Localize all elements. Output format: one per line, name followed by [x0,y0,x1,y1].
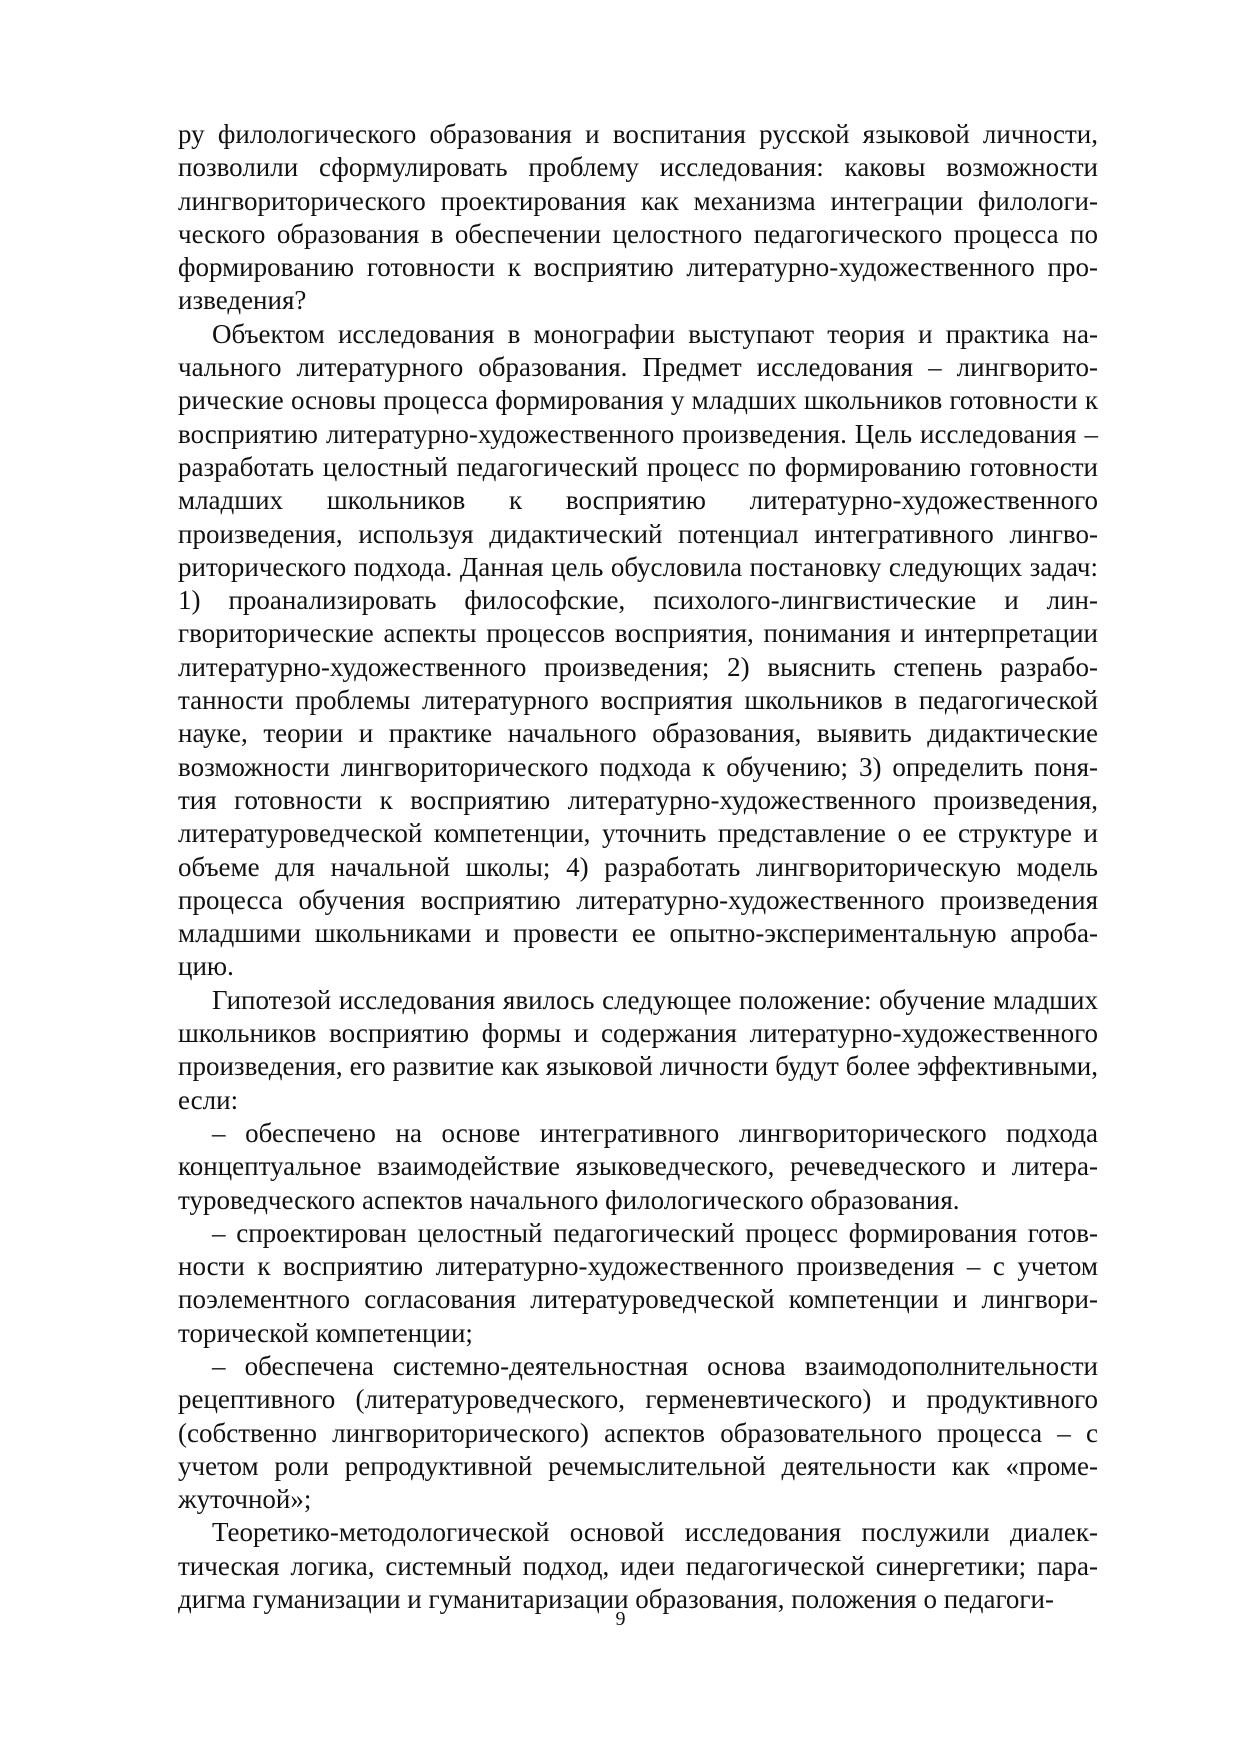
paragraph-methodology: Теоретико-методологической основой исследования послужили диалектическая логика, системный подход, идеи педагогической синергетики; парадигма гуманизации и гуманитаризации образования, положения о педагоги- [178,1517,1098,1615]
paragraph-hypothesis: Гипотезой исследования явилось следующее положение: обучение младших школьников восприятию формы и содержания литературно-художественного произведения, его развитие как языковой личности будут более эффективными, если: [178,984,1098,1115]
hypothesis-item-3: – обеспечена системно-деятельностная основа взаимодополнительности рецептивного (литературоведческого, герменевтического) и продуктивного (собственно лингвориторического) аспектов образовательного процесса – с учетом роли репродуктивной речемыслительной деятельности как «промежуточной»; [178,1350,1098,1515]
page-body [178,118,1098,1616]
hypothesis-item-2: – спроектирован целостный педагогический процесс формирования готовности к восприятию литературно-художественного произведения – с учетом поэлементного согласования литературоведческой компетенции и лингвориторической компетенции; [178,1217,1098,1348]
page-number: 9 [615,1608,626,1630]
paragraph-continuation: ру филологического образования и воспитания русской языковой личности, позволили сформулировать проблему исследования: каковы возможности лингвориторического проектирования как механизма интеграции филологического образования в обеспечении целостного педагогического процесса по формированию готовности к восприятию литературно-художественного произведения? [178,119,1098,316]
hypothesis-item-1: – обеспечено на основе интегративного лингвориторического подхода концептуальное взаимодействие языковедческого, речеведческого и литературоведческого аспектов начального филологического образования. [178,1117,1098,1215]
paragraph-object-and-goal: Объектом исследования в монографии выступают теория и практика начального литературного образования. Предмет исследования – лингвориторические основы процесса формирования у младших школьников готовности к восприятию литературно-художественного произведения. Цель исследования – разработать целостный педагогический процесс по формированию готовности младших школьников к восприятию литературно-художественного произведения, используя дидактический потенциал интегративного лингвориторического подхода. Данная цель обусловила постановку следующих задач: 1) проанализировать философские, психолого-лингвистические и лингвориторические аспекты процессов восприятия, понимания и интерпретации литературно-художественного произведения; 2) выяснить степень разработанности проблемы литературного восприятия школьников в педагогической науке, теории и практике начального образования, выявить дидактические возможности лингвориторического подхода к обучению; 3) определить понятия готовности к восприятию литературно-художественного произведения, литературоведческой компетенции, уточнить представление о ее структуре и объеме для начальной школы; 4) разработать лингвориторическую модель процесса обучения восприятию литературно-художественного произведения младшими школьниками и провести ее опытно-экспериментальную апробацию. [178,318,1098,982]
